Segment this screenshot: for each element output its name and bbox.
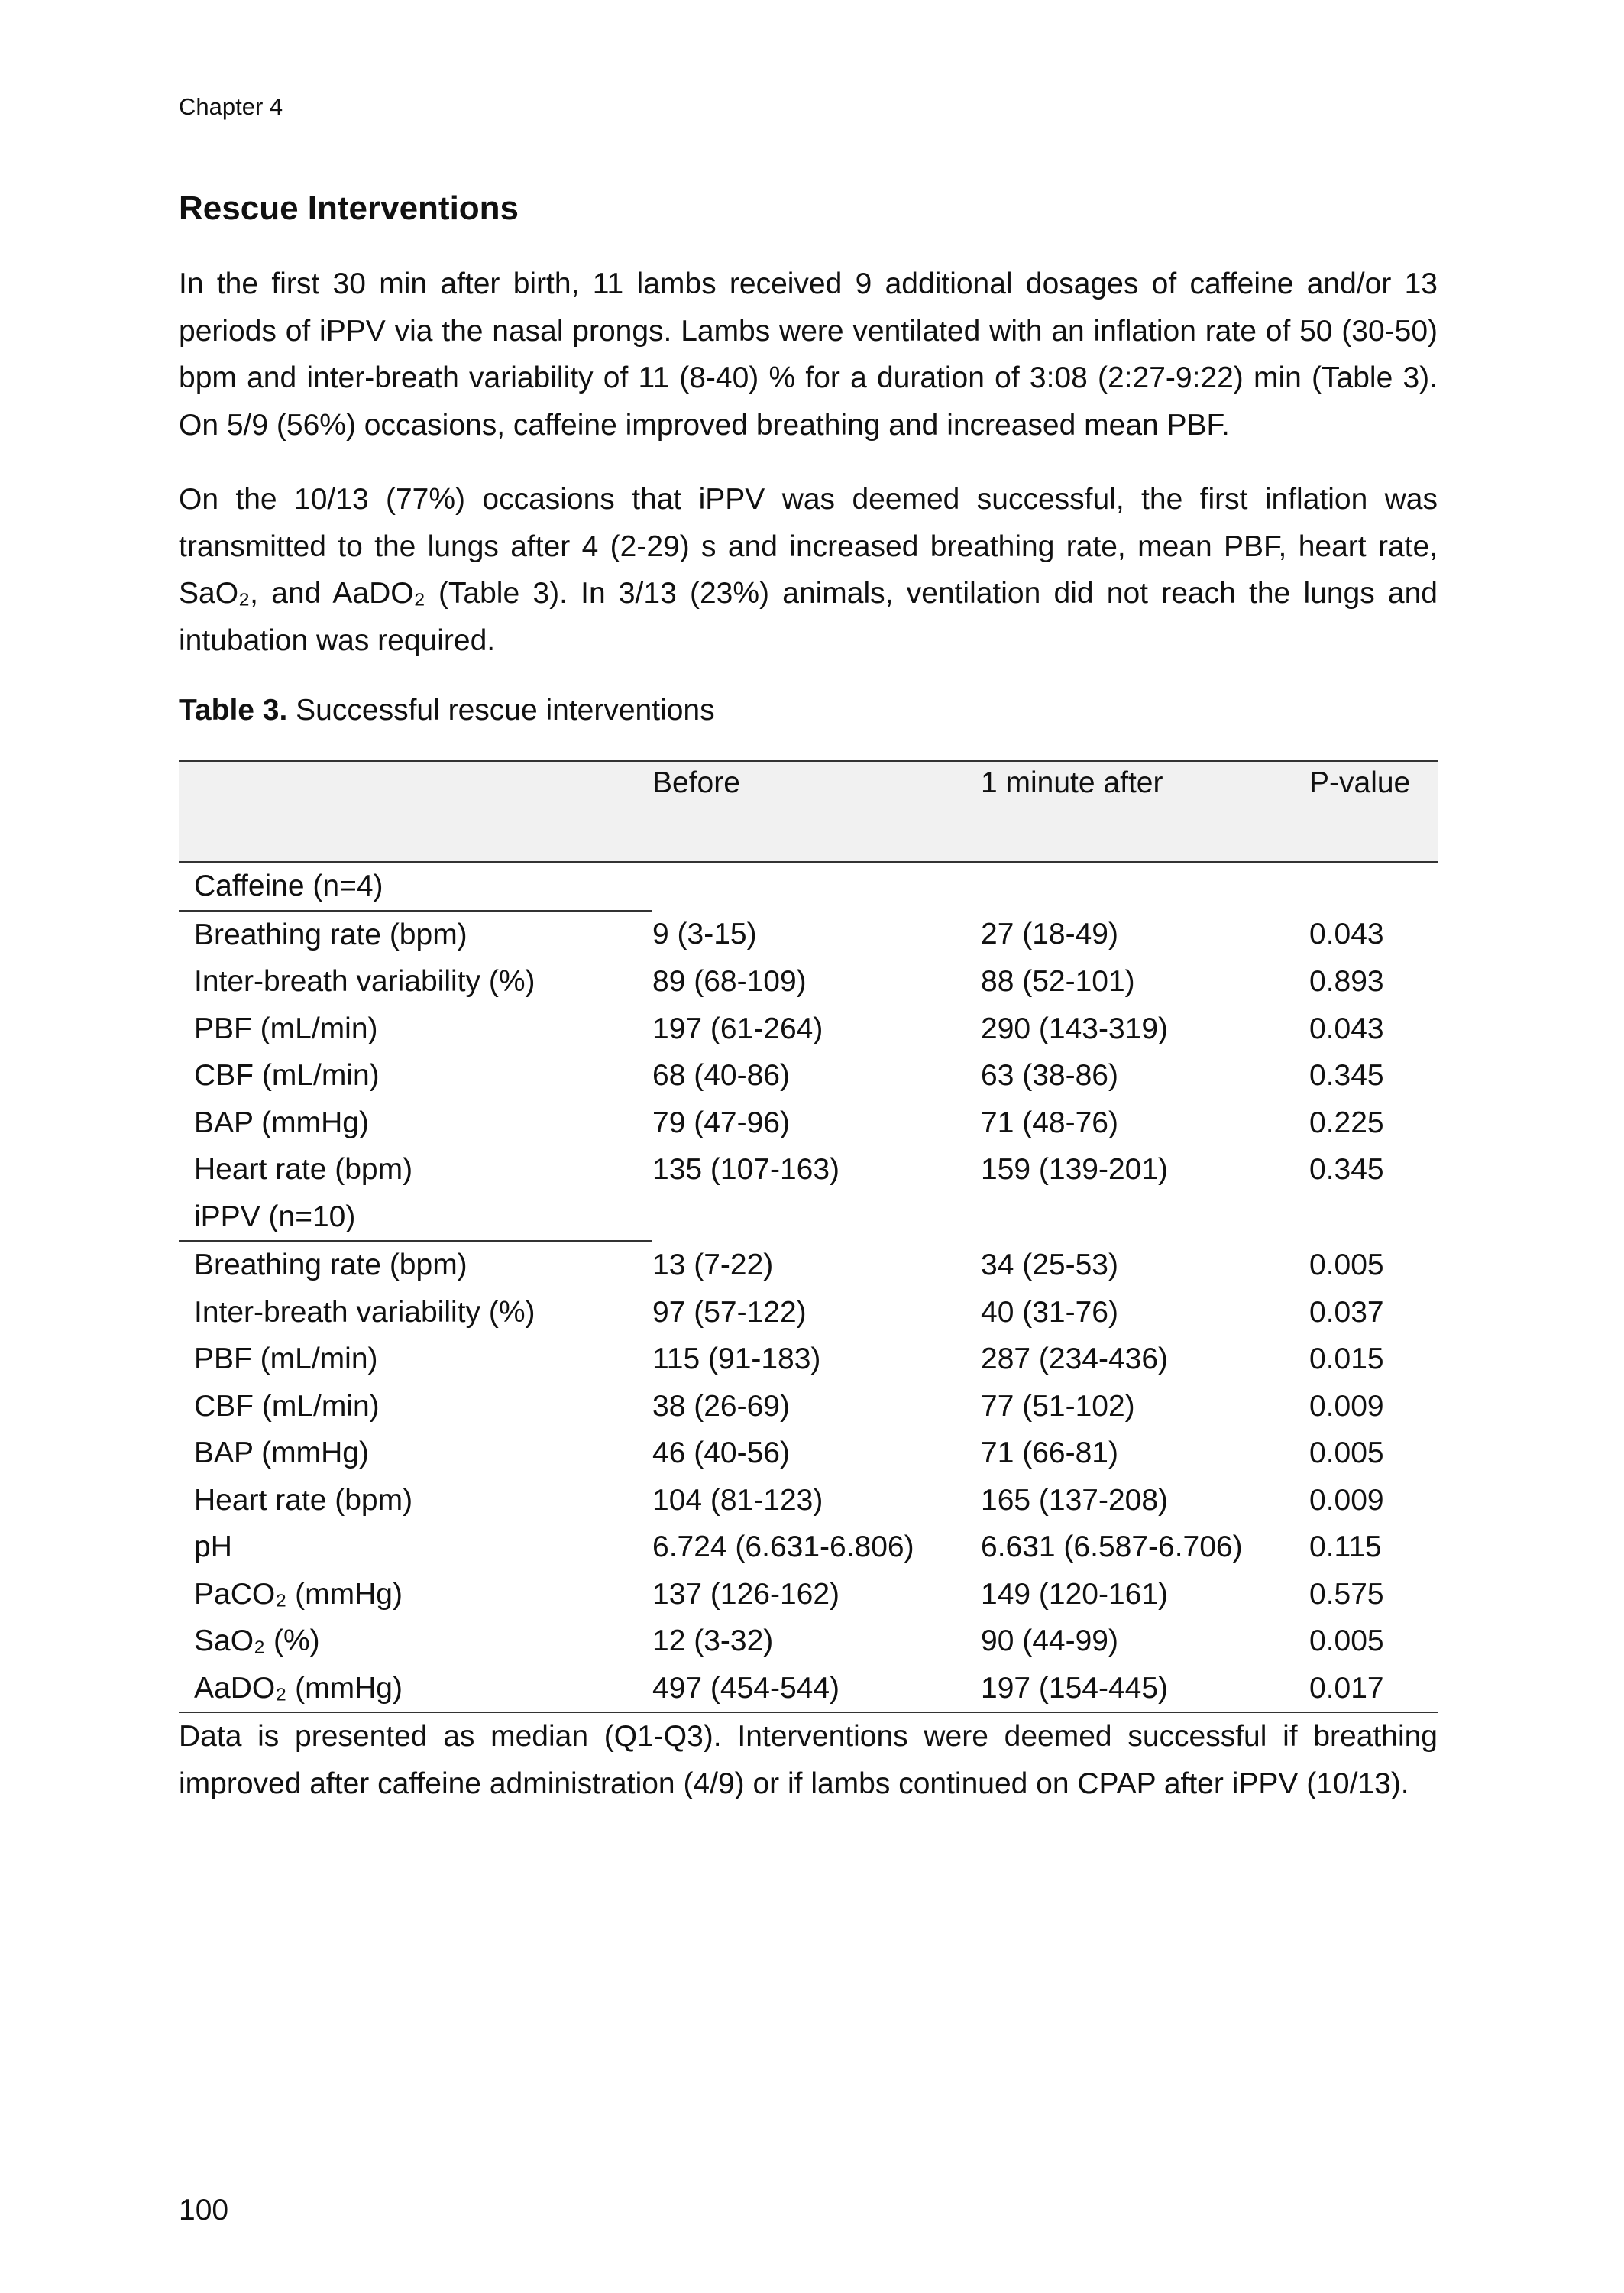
table-row-label: SaO₂ (%) (194, 1624, 320, 1657)
table-group-label: iPPV (n=10) (179, 1193, 652, 1242)
table-row (179, 1571, 1438, 1618)
table-cell: 159 (139-201) (981, 1153, 1169, 1186)
table-row (179, 1665, 1438, 1713)
table-cell: 12 (3-32) (652, 1624, 774, 1657)
table-caption (179, 691, 1438, 730)
table-cell: 13 (7-22) (652, 1248, 774, 1281)
table-caption-text: Successful rescue interventions (296, 694, 715, 727)
table-row (179, 1618, 1438, 1665)
table-row (179, 1006, 1438, 1053)
table-cell: 0.037 (1309, 1295, 1384, 1329)
table-cell: 287 (234-436) (981, 1342, 1169, 1375)
table-cell: 0.015 (1309, 1342, 1384, 1375)
table-empty-cell (981, 862, 1309, 911)
table-cell: 137 (126-162) (652, 1577, 840, 1611)
table-cell: 0.575 (1309, 1577, 1384, 1611)
table-cell: 290 (143-319) (981, 1012, 1169, 1045)
table-cell: 97 (57-122) (652, 1295, 807, 1329)
table-row-label: CBF (mL/min) (194, 1059, 380, 1092)
table-cell: 0.893 (1309, 965, 1384, 998)
paragraph-2: On the 10/13 (77%) occasions that iPPV was deemed successful, the first inflation was transmitted to the lungs after 4 (2-29) s and increased breathing rate, mean PBF, heart rate, SaO₂, and AaDO₂ (Table 3). In 3/13 (23%) animals, ventilation did not reach the lungs and intubation was required. (179, 483, 1438, 657)
table-cell: 115 (91-183) (652, 1342, 821, 1375)
table-cell: 0.345 (1309, 1059, 1384, 1092)
table-row (179, 1477, 1438, 1524)
table-cell: 197 (61-264) (652, 1012, 823, 1045)
table-cell: 71 (48-76) (981, 1106, 1118, 1139)
table-header-row (179, 761, 1438, 862)
table-row-label: Inter-breath variability (%) (194, 965, 535, 998)
table-row (179, 911, 1438, 959)
table-cell: 9 (3-15) (652, 918, 757, 951)
page-number: 100 (179, 2194, 229, 2227)
table-cell: 0.115 (1309, 1530, 1382, 1563)
table-row-label: Heart rate (bpm) (194, 1483, 413, 1517)
table-row (179, 1336, 1438, 1383)
table-cell: 63 (38-86) (981, 1059, 1118, 1092)
table-row-label: PBF (mL/min) (194, 1012, 378, 1045)
table-cell: 71 (66-81) (981, 1436, 1118, 1469)
table-row (179, 1289, 1438, 1336)
table-cell: 0.009 (1309, 1483, 1384, 1517)
column-header: 1 minute after (981, 761, 1309, 862)
table-cell: 34 (25-53) (981, 1248, 1118, 1281)
table-row (179, 1430, 1438, 1477)
table-cell: 90 (44-99) (981, 1624, 1118, 1657)
table-row-label: BAP (mmHg) (194, 1106, 369, 1139)
table-cell: 89 (68-109) (652, 965, 807, 998)
table-cell: 0.009 (1309, 1389, 1384, 1423)
results-table (179, 760, 1438, 1713)
table-cell: 197 (154-445) (981, 1665, 1309, 1713)
table-row (179, 1524, 1438, 1571)
table-row-label: PaCO₂ (mmHg) (194, 1577, 403, 1611)
table-row (179, 1100, 1438, 1147)
table-row-label: BAP (mmHg) (194, 1436, 369, 1469)
table-row (179, 958, 1438, 1006)
table-cell: 27 (18-49) (981, 918, 1118, 951)
table-group-row (179, 1193, 1438, 1242)
table-cell: 0.005 (1309, 1248, 1384, 1281)
table-cell: 77 (51-102) (981, 1389, 1135, 1423)
table-row-label: Breathing rate (bpm) (194, 1249, 467, 1281)
table-cell: 68 (40-86) (652, 1059, 790, 1092)
table-group-label: Caffeine (n=4) (179, 862, 652, 911)
column-header (179, 761, 652, 862)
table-empty-cell (652, 1193, 981, 1242)
table-body (179, 862, 1438, 1712)
table-cell: 0.017 (1309, 1665, 1438, 1713)
table-cell: 46 (40-56) (652, 1436, 790, 1469)
table-cell: 0.345 (1309, 1153, 1384, 1186)
table-caption-label: Table 3. (179, 694, 288, 727)
table-row (179, 1383, 1438, 1430)
table-cell: 0.043 (1309, 1012, 1384, 1045)
table-row (179, 1241, 1438, 1289)
page-content (179, 187, 1438, 1807)
table-empty-cell (652, 862, 981, 911)
table-cell: 135 (107-163) (652, 1153, 840, 1186)
table-empty-cell (1309, 862, 1438, 911)
table-cell: 0.005 (1309, 1624, 1384, 1657)
running-head: Chapter 4 (179, 93, 283, 120)
table-row (179, 1052, 1438, 1100)
column-header: Before (652, 761, 981, 862)
table-row-label: CBF (mL/min) (194, 1389, 380, 1423)
table-cell: 88 (52-101) (981, 965, 1135, 998)
table-cell: 6.724 (6.631-6.806) (652, 1530, 914, 1563)
table-row-label: PBF (mL/min) (194, 1342, 378, 1375)
table-cell: 165 (137-208) (981, 1483, 1169, 1517)
table-cell: 0.005 (1309, 1436, 1384, 1469)
table-row-label: Heart rate (bpm) (194, 1153, 413, 1186)
table-note: Data is presented as median (Q1-Q3). Interventions were deemed successful if breathing improved after caffeine administration (4/9) or if lambs continued on CPAP after iPPV (10/13). (179, 1720, 1438, 1800)
table-cell: 104 (81-123) (652, 1483, 823, 1517)
table-cell: 6.631 (6.587-6.706) (981, 1530, 1243, 1563)
table-row-label: Inter-breath variability (%) (194, 1295, 535, 1329)
section-title: Rescue Interventions (179, 189, 519, 227)
table-row (179, 1146, 1438, 1193)
table-empty-cell (1309, 1193, 1438, 1242)
table-cell: 79 (47-96) (652, 1106, 790, 1139)
column-header: P-value (1309, 761, 1438, 862)
table-empty-cell (981, 1193, 1309, 1242)
table-row-label: pH (194, 1530, 232, 1563)
table-group-row (179, 862, 1438, 911)
table-row-label: Breathing rate (bpm) (194, 918, 467, 951)
table-cell: 149 (120-161) (981, 1577, 1169, 1611)
table-cell: 40 (31-76) (981, 1295, 1118, 1329)
paragraph-1: In the first 30 min after birth, 11 lambs received 9 additional dosages of caffeine and/or 13 periods of iPPV via the nasal prongs. Lambs were ventilated with an inflation rate of 50 (30-50) bpm and inter-breath variability of 11 (8-40) % for a duration of 3:08 (2:27-9:22) min (Table 3). On 5/9 (56%) occasions, caffeine improved breathing and increased mean PBF. (179, 267, 1438, 442)
table-cell: 497 (454-544) (652, 1665, 981, 1713)
table-row-label: AaDO₂ (mmHg) (179, 1665, 652, 1713)
table-cell: 38 (26-69) (652, 1389, 790, 1423)
table-cell: 0.043 (1309, 918, 1384, 951)
table-cell: 0.225 (1309, 1106, 1384, 1139)
